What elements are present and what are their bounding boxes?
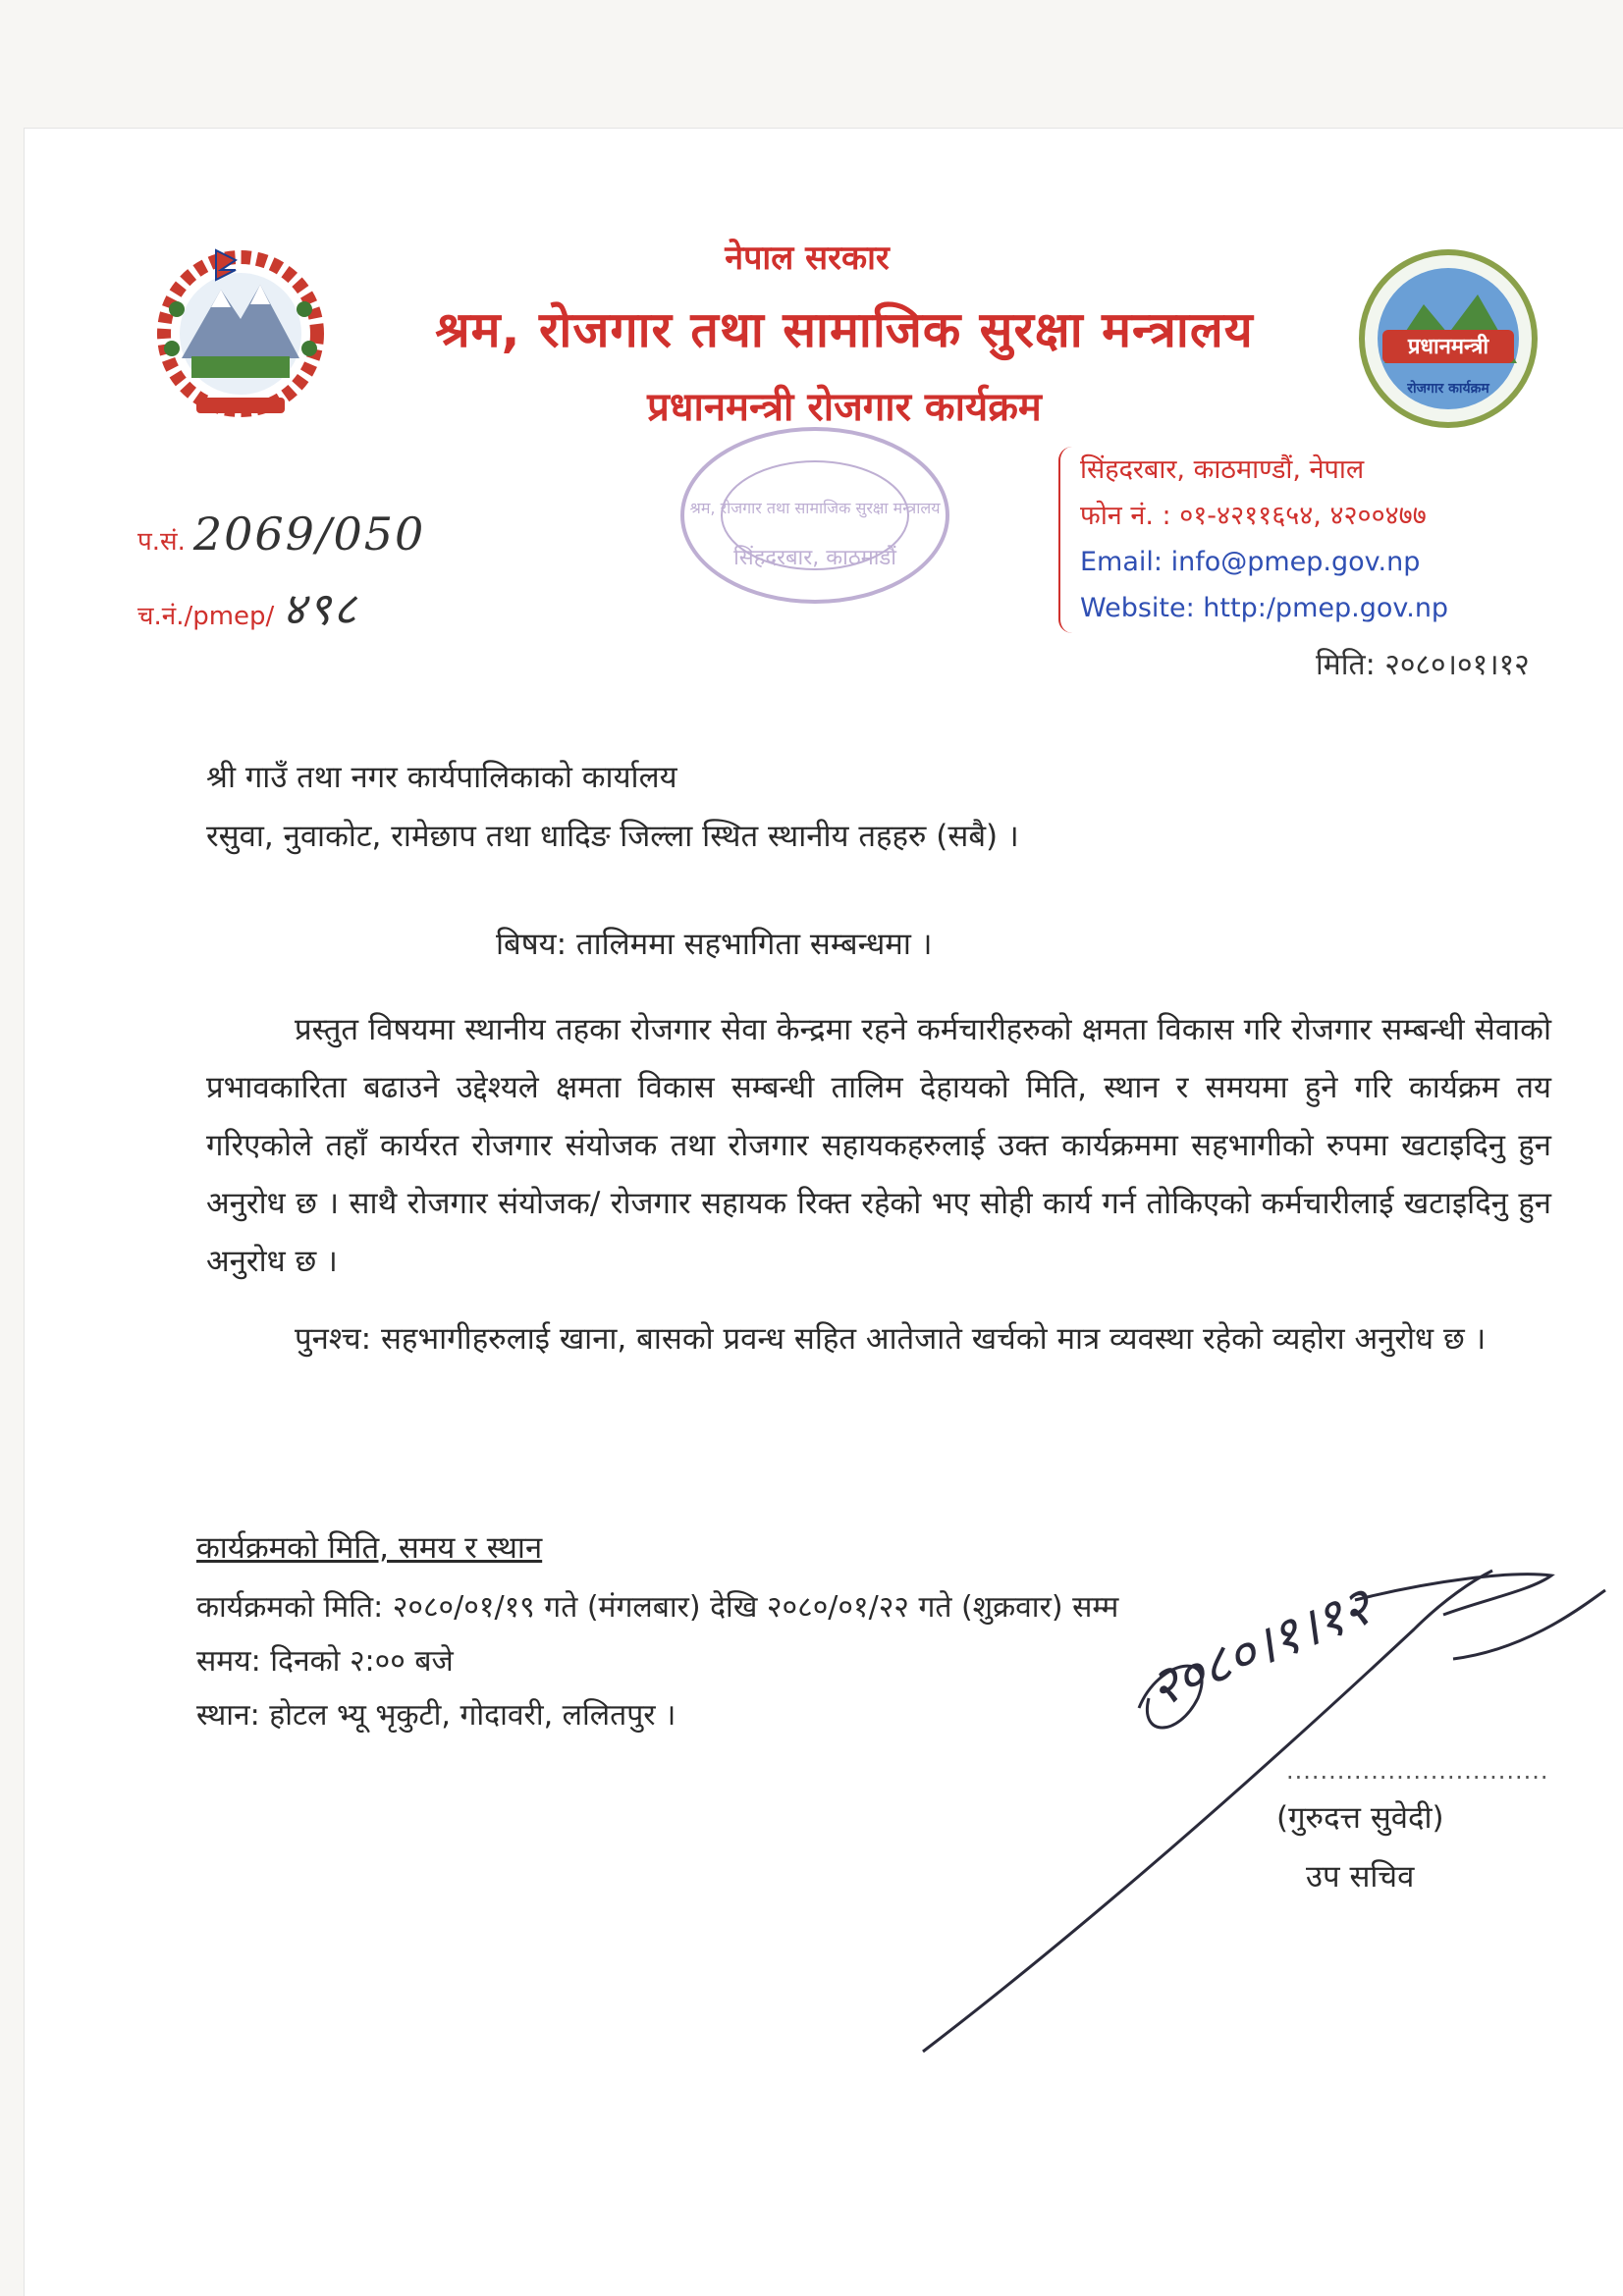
cn-row [137,575,425,650]
pmep-logo-subtext: रोजगार कार्यक्रम [1407,381,1489,397]
schedule-time: समय: दिनको २:०० बजे [196,1644,454,1679]
program-title: प्रधानमन्त्री रोजगार कार्यक्रम [647,385,1042,430]
stamp-line-1: श्रम, रोजगार तथा सामाजिक सुरक्षा मन्त्रालय [689,499,941,517]
cn-label: च.नं./pmep/ [137,602,275,631]
contact-website: Website: http:/pmep.gov.np [1080,593,1449,623]
ps-label: प.सं. [137,527,186,557]
schedule-venue: स्थान: होटल भ्यू भृकुटी, गोदावरी, ललितपुर । [196,1698,676,1733]
stamp-line-2: सिंहदरबार, काठमाडौं [733,546,896,570]
recipient-line-2: रसुवा, नुवाकोट, रामेछाप तथा धादिङ जिल्ला स्थित स्थानीय तहहरु (सबै) । [206,819,1019,854]
nepal-emblem-icon [137,231,344,427]
ministry-title: श्रम, रोजगार तथा सामाजिक सुरक्षा मन्त्रालय [435,301,1254,358]
schedule-date: कार्यक्रमको मिति: २०८०/०१/१९ गते (मंगलबार) देखि २०८०/०१/२२ गते (शुक्रवार) सम्म [196,1590,1119,1625]
signatory-title: उप सचिव [1306,1859,1415,1895]
pmep-logo-text: प्रधानमन्त्री [1407,335,1489,359]
body-paragraph-1-text: प्रस्तुत विषयमा स्थानीय तहका रोजगार सेवा केन्द्रमा रहने कर्मचारीहरुको क्षमता विकास गरि रोजगार सम्बन्धी सेवाको प्रभावकारिता बढाउने उद्देश्यले क्षमता विकास सम्बन्धी तालिम देहायको मिति, स्थान र समयमा हुने गरि कार्यक्रम तय गरिएकोले तहाँ कार्यरत रोजगार संयोजक तथा रोजगार सहायकहरुलाई उक्त कार्यक्रममा सहभागीको रुपमा खटाइदिनु हुन अनुरोध छ । साथै रोजगार संयोजक/ रोजगार सहायक रिक्त रहेको भए सोही कार्य गर्न तोकिएको कर्मचारीलाई खटाइदिनु हुन अनुरोध छ । [206,1012,1551,1279]
office-stamp-icon [668,417,962,614]
handwritten-signature-icon [844,1541,1610,2091]
pmep-logo-icon [1355,245,1542,432]
letter-date: मिति: २०८०।०१।१२ [1316,648,1530,682]
contact-address: सिंहदरबार, काठमाण्डौं, नेपाल [1080,454,1365,485]
contact-phone: फोन नं. : ०१-४२११६५४, ४२००४७७ [1080,501,1427,531]
signature-date: २०८०।१।१२ [1140,1575,1380,1721]
ps-value: 2069/050 [192,507,426,561]
reference-block [137,501,425,650]
government-title: नेपाल सरकार [725,239,890,278]
contact-brace [1058,447,1078,633]
body-paragraph-2 [206,1310,1551,1367]
schedule-title: कार्यक्रमको मिति, समय र स्थान [196,1530,543,1566]
signatory-name: (गुरुदत्त सुवेदी) [1276,1800,1444,1836]
recipient-line-1: श्री गाउँ तथा नगर कार्यपालिकाको कार्यालय [206,760,677,795]
contact-block [1080,447,1448,631]
ps-row [137,501,425,575]
cn-value: ४९८ [282,582,359,635]
contact-email: Email: info@pmep.gov.np [1080,547,1421,577]
body-paragraph-1 [206,1001,1551,1291]
body-paragraph-2-text: पुनश्च: सहभागीहरुलाई खाना, बासको प्रवन्ध सहित आतेजाते खर्चको मात्र व्यवस्था रहेको व्यहोरा अनुरोध छ । [295,1321,1487,1357]
signature-dots: ............................... [1286,1757,1549,1785]
subject-line: बिषय: तालिममा सहभागिता सम्बन्धमा । [496,927,933,962]
